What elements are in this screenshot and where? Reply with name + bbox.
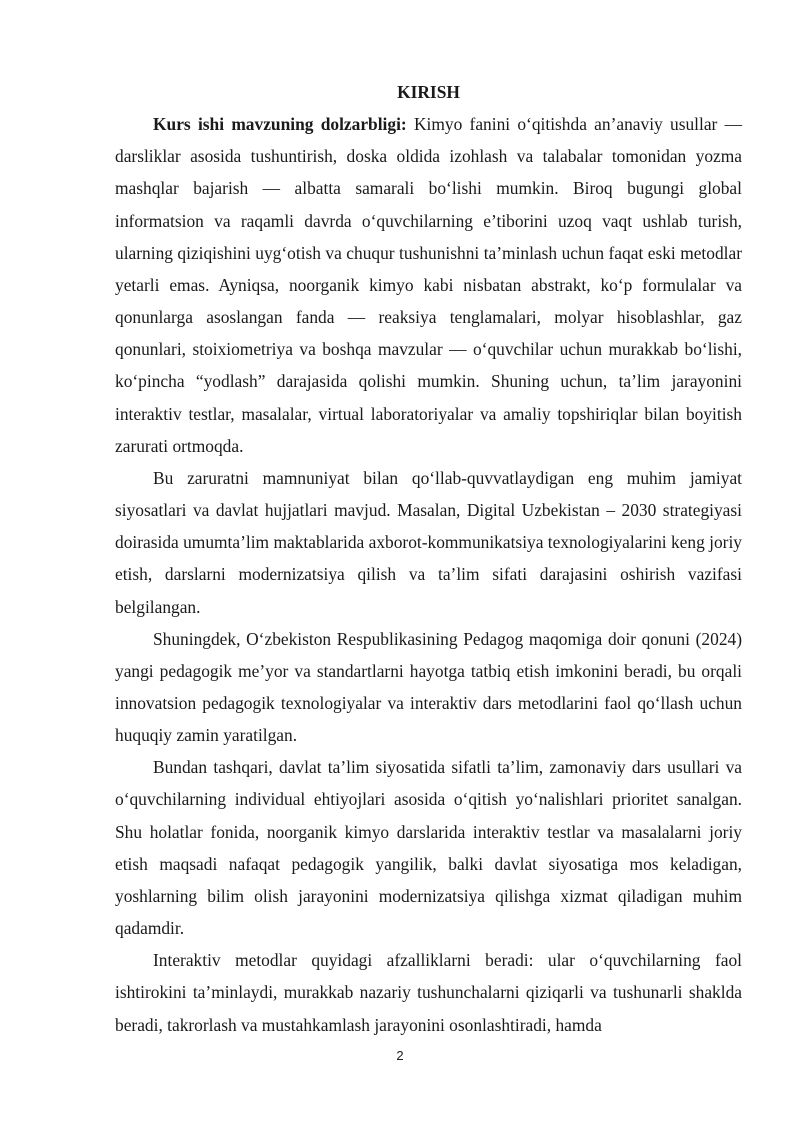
page-heading: KIRISH <box>397 82 460 102</box>
page-content <box>115 76 742 1041</box>
paragraph-2: Bu zaruratni mamnuniyat bilan qo‘llab-quvvatlaydigan eng muhim jamiyat siyosatlari va davlat hujjatlari mavjud. Masalan, Digital Uzbekistan – 2030 strategiyasi doirasida umumta’lim maktablarida axborot-kommunikatsiya texnologiyalarini keng joriy etish, darslarni modernizatsiya qilish va ta’lim sifati darajasini oshirish vazifasi belgilangan. <box>115 467 742 617</box>
paragraph-1-text: Kimyo fanini o‘qitishda an’anaviy usullar — darsliklar asosida tushuntirish, doska oldida izohlash va talabalar tomonidan yozma mashqlar bajarish — albatta samarali bo‘lishi mumkin. Biroq bugungi global informatsion va raqamli davrda o‘quvchilarning e’tiborini uzoq vaqt ushlab turish, ularning qiziqishini uyg‘otish va chuqur tushunishni ta’minlash uchun faqat eski metodlar yetarli emas. Ayniqsa, noorganik kimyo kabi nisbatan abstrakt, ko‘p formulalar va qonunlarga asoslangan fanda — reaksiya tenglamalari, molyar hisoblashlar, gaz qonunlari, stoixiometriya va boshqa mavzular — o‘quvchilar uchun murakkab bo‘lishi, ko‘pincha “yodlash” darajasida qolishi mumkin. Shuning uchun, ta’lim jarayonini interaktiv testlar, masalalar, virtual laboratoriyalar va amaliy topshiriqlar bilan boyitish zarurati ortmoqda. <box>115 114 742 456</box>
paragraph-3: Shuningdek, O‘zbekiston Respublikasining Pedagog maqomiga doir qonuni (2024) yangi pedagogik me’yor va standartlarni hayotga tatbiq etish imkonini beradi, bu orqali innovatsion pedagogik texnologiyalar va interaktiv dars metodlarini faol qo‘llash uchun huquqiy zamin yaratilgan. <box>115 628 742 746</box>
paragraph-1-lead: Kurs ishi mavzuning dolzarbligi: <box>153 114 407 135</box>
paragraph-1 <box>115 108 742 462</box>
paragraph-5: Interaktiv metodlar quyidagi afzalliklarni beradi: ular o‘quvchilarning faol ishtirokini ta’minlaydi, murakkab nazariy tushunchalarni qiziqarli va tushunarli shaklda beradi, takrorlash va mustahkamlash jarayonini osonlashtiradi, hamda <box>115 950 742 1035</box>
paragraph-4: Bundan tashqari, davlat ta’lim siyosatida sifatli ta’lim, zamonaviy dars usullari va o‘quvchilarning individual ehtiyojlari asosida o‘qitish yo‘nalishlari prioritet sanalgan. Shu holatlar fonida, noorganik kimyo darslarida interaktiv testlar va masalalarni joriy etish maqsadi nafaqat pedagogik yangilik, balki davlat siyosatiga mos keladigan, yoshlarning bilim olish jarayonini modernizatsiya qilishga xizmat qiladigan muhim qadamdir. <box>115 757 742 939</box>
page-number: 2 <box>396 1048 404 1063</box>
